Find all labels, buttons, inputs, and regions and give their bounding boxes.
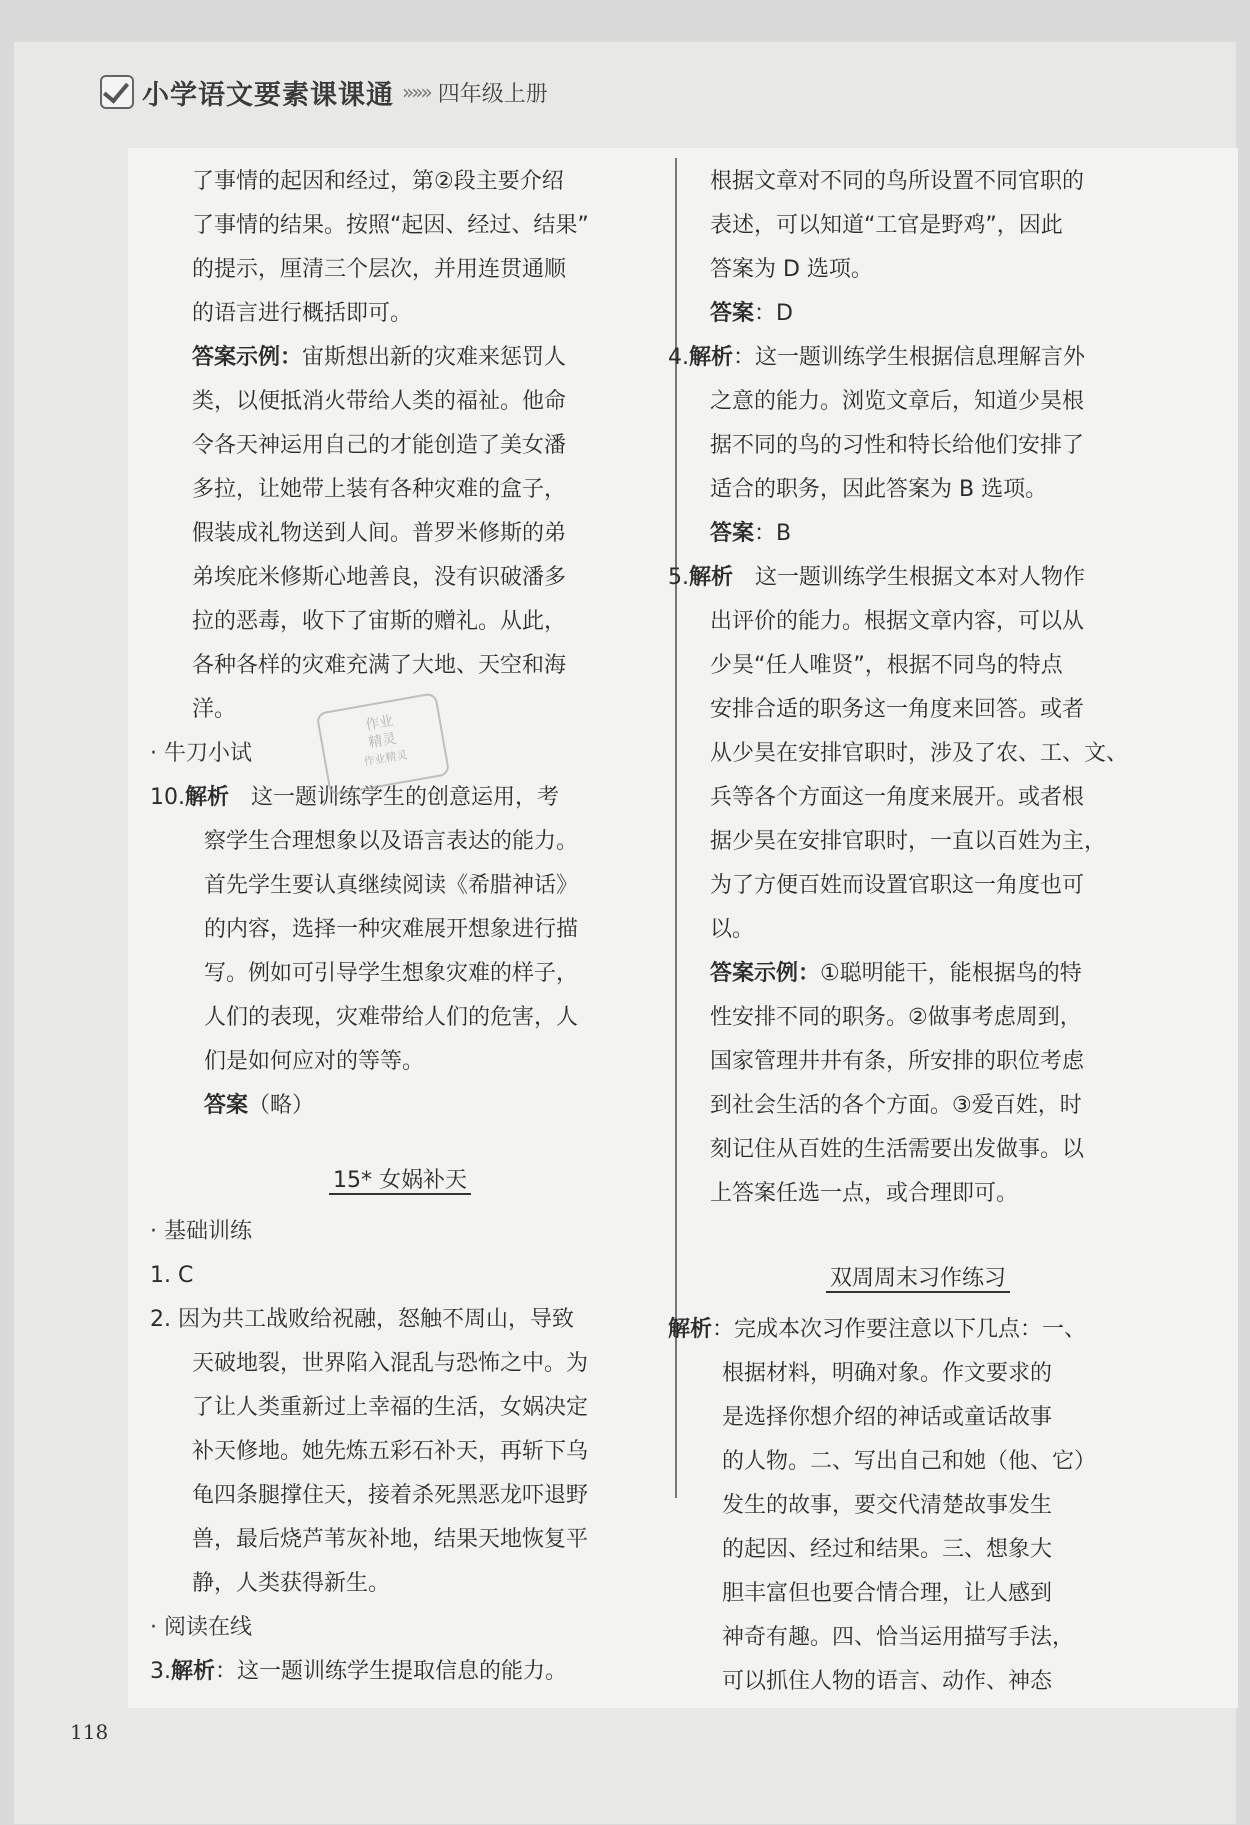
line-text: ：这一题训练学生提取信息的能力。 — [215, 1659, 568, 1684]
line-text: 的起因、经过和结果。三、想象大 — [722, 1537, 1053, 1562]
line-text: 了让人类重新过上幸福的生活，女娲决定 — [192, 1395, 589, 1420]
line-text: · 阅读在线 — [150, 1615, 252, 1640]
text-line — [668, 996, 1168, 1040]
right-column — [668, 160, 1168, 1704]
stamp-watermark: 作业 精灵 作业精灵 — [316, 692, 451, 796]
text-line — [668, 556, 1168, 600]
item-number: 5. — [668, 565, 689, 590]
item-number: 3. — [150, 1659, 171, 1684]
text-line — [668, 1172, 1168, 1216]
answer-label: 答案 — [710, 301, 755, 326]
checkmark-logo-icon — [100, 75, 134, 109]
line-text: 们是如何应对的等等。 — [204, 1049, 425, 1074]
text-line — [150, 864, 650, 908]
line-text: 出评价的能力。根据文章内容，可以从 — [710, 609, 1085, 634]
line-text: 这一题训练学生的创意运用，考 — [229, 785, 560, 810]
line-text: 的内容，选择一种灾难展开想象进行描 — [204, 917, 579, 942]
right-text-block-2 — [668, 1308, 1168, 1704]
text-line — [150, 248, 650, 292]
line-text: 据少昊在安排官职时，一直以百姓为主， — [710, 829, 1107, 854]
line-text: 上答案任选一点，或合理即可。 — [710, 1181, 1019, 1206]
left-column — [150, 160, 650, 1694]
text-line — [668, 248, 1168, 292]
text-line — [668, 1040, 1168, 1084]
text-line — [668, 1352, 1168, 1396]
text-line — [150, 336, 650, 380]
text-line — [668, 820, 1168, 864]
text-line — [668, 732, 1168, 776]
section-title-writing: 双周周末习作练习 — [668, 1250, 1168, 1308]
text-line — [150, 908, 650, 952]
text-line — [150, 380, 650, 424]
answer-label: 解析 — [689, 345, 734, 370]
text-line — [668, 864, 1168, 908]
line-text: 可以抓住人物的语言、动作、神态 — [722, 1669, 1053, 1694]
text-line — [668, 1440, 1168, 1484]
line-text: ：B — [754, 521, 792, 546]
text-line — [668, 688, 1168, 732]
line-text: 假装成礼物送到人间。普罗米修斯的弟 — [192, 521, 567, 546]
text-line — [150, 1254, 650, 1298]
book-title: 小学语文要素课课通 — [142, 79, 394, 111]
text-line — [668, 292, 1168, 336]
answer-label: 答案 — [710, 521, 755, 546]
text-line — [668, 644, 1168, 688]
line-text: 国家管理井井有条，所安排的职位考虑 — [710, 1049, 1085, 1074]
item-number: 10. — [150, 785, 185, 810]
line-text: 补天修地。她先炼五彩石补天，再斩下乌 — [192, 1439, 589, 1464]
chevron-arrows-icon: »»» — [402, 80, 430, 104]
line-text: 根据文章对不同的鸟所设置不同官职的 — [710, 169, 1085, 194]
text-line — [668, 1308, 1168, 1352]
text-line — [150, 1650, 650, 1694]
line-text: 据不同的鸟的习性和特长给他们安排了 — [710, 433, 1085, 458]
line-text: 到社会生活的各个方面。③爱百姓，时 — [710, 1093, 1082, 1118]
line-text: 洋。 — [192, 697, 237, 722]
text-line — [668, 952, 1168, 996]
line-text: 适合的职务，因此答案为 B 选项。 — [710, 477, 1048, 502]
section-title-nuwa: 15* 女娲补天 — [150, 1152, 650, 1210]
line-text: 的人物。二、写出自己和她（他、它） — [722, 1449, 1097, 1474]
answer-label: 答案示例： — [710, 961, 821, 986]
line-text: 龟四条腿撑住天，接着杀死黑恶龙吓退野 — [192, 1483, 589, 1508]
text-line — [150, 556, 650, 600]
text-line — [150, 600, 650, 644]
text-line — [668, 1128, 1168, 1172]
answer-label: 解析 — [689, 565, 734, 590]
line-text: 根据材料，明确对象。作文要求的 — [722, 1361, 1053, 1386]
line-text: ①聪明能干，能根据鸟的特 — [820, 961, 1082, 986]
text-line — [668, 776, 1168, 820]
line-text: 兵等各个方面这一角度来展开。或者根 — [710, 785, 1085, 810]
text-line — [668, 424, 1168, 468]
line-text: 了事情的结果。按照“起因、经过、结果” — [192, 213, 589, 238]
page-number: 118 — [70, 1720, 109, 1744]
line-text: 胆丰富但也要合情合理，让人感到 — [722, 1581, 1053, 1606]
line-text: 神奇有趣。四、恰当运用描写手法， — [722, 1625, 1075, 1650]
text-line — [668, 600, 1168, 644]
line-text: · 牛刀小试 — [150, 741, 252, 766]
line-text: 多拉，让她带上装有各种灾难的盒子， — [192, 477, 567, 502]
answer-label: 解析 — [171, 1659, 216, 1684]
text-line — [150, 160, 650, 204]
line-text: 拉的恶毒，收下了宙斯的赠礼。从此， — [192, 609, 567, 634]
line-text: 少昊“任人唯贤”，根据不同鸟的特点 — [710, 653, 1063, 678]
text-line — [150, 996, 650, 1040]
text-line — [668, 512, 1168, 556]
line-text: 答案为 D 选项。 — [710, 257, 873, 282]
text-line — [150, 1606, 650, 1650]
line-text: 类，以便抵消火带给人类的福祉。他命 — [192, 389, 567, 414]
answer-label: 答案 — [204, 1093, 249, 1118]
line-text: 以。 — [710, 917, 755, 942]
line-text: 为了方便百姓而设置官职这一角度也可 — [710, 873, 1085, 898]
line-text: 从少昊在安排官职时，涉及了农、工、文、 — [710, 741, 1129, 766]
text-line — [668, 336, 1168, 380]
text-line — [150, 1298, 650, 1342]
text-line — [668, 1484, 1168, 1528]
line-text: 之意的能力。浏览文章后，知道少昊根 — [710, 389, 1085, 414]
line-text: 的语言进行概括即可。 — [192, 301, 413, 326]
text-line — [668, 1396, 1168, 1440]
text-line — [150, 468, 650, 512]
line-text: 静，人类获得新生。 — [192, 1571, 391, 1596]
line-text: 性安排不同的职务。②做事考虑周到， — [710, 1005, 1082, 1030]
text-line — [150, 1084, 650, 1128]
left-text-block — [150, 160, 650, 1128]
text-line — [150, 1386, 650, 1430]
line-text: ：这一题训练学生根据信息理解言外 — [733, 345, 1086, 370]
answer-label: 答案示例： — [192, 345, 303, 370]
answer-label: 解析 — [668, 1317, 713, 1342]
text-line — [668, 468, 1168, 512]
line-text: 首先学生要认真继续阅读《希腊神话》 — [204, 873, 579, 898]
line-text: · 基础训练 — [150, 1219, 252, 1244]
line-text: 发生的故事，要交代清楚故事发生 — [722, 1493, 1053, 1518]
line-text: 各种各样的灾难充满了大地、天空和海 — [192, 653, 567, 678]
line-text: 刻记住从百姓的生活需要出发做事。以 — [710, 1137, 1085, 1162]
item-number: 4. — [668, 345, 689, 370]
text-line — [668, 1660, 1168, 1704]
line-text: 察学生合理想象以及语言表达的能力。 — [204, 829, 579, 854]
text-line — [668, 380, 1168, 424]
left-text-block-2 — [150, 1210, 650, 1694]
text-line — [668, 1084, 1168, 1128]
line-text: 宙斯想出新的灾难来惩罚人 — [302, 345, 567, 370]
text-line — [150, 1474, 650, 1518]
line-text: 表述，可以知道“工官是野鸡”，因此 — [710, 213, 1063, 238]
text-line — [150, 1342, 650, 1386]
line-text: 1. C — [150, 1263, 194, 1288]
line-text: 兽，最后烧芦苇灰补地，结果天地恢复平 — [192, 1527, 589, 1552]
text-line — [150, 424, 650, 468]
text-line — [668, 1572, 1168, 1616]
text-line — [668, 908, 1168, 952]
right-text-block — [668, 160, 1168, 1216]
text-line — [150, 204, 650, 248]
text-line — [150, 1430, 650, 1474]
text-line — [150, 1040, 650, 1084]
grade-label: 四年级上册 — [437, 81, 548, 107]
line-text: 人们的表现，灾难带给人们的危害，人 — [204, 1005, 579, 1030]
answer-label: 解析 — [185, 785, 230, 810]
line-text: ：完成本次习作要注意以下几点：一、 — [712, 1317, 1087, 1342]
text-line — [150, 1518, 650, 1562]
line-text: 天破地裂，世界陷入混乱与恐怖之中。为 — [192, 1351, 589, 1376]
text-line — [150, 820, 650, 864]
line-text: 安排合适的职务这一角度来回答。或者 — [710, 697, 1085, 722]
line-text: 的提示，厘清三个层次，并用连贯通顺 — [192, 257, 567, 282]
text-line — [668, 204, 1168, 248]
line-text: 这一题训练学生根据文本对人物作 — [733, 565, 1086, 590]
text-line — [150, 292, 650, 336]
line-text: 是选择你想介绍的神话或童话故事 — [722, 1405, 1053, 1430]
line-text: 令各天神运用自己的才能创造了美女潘 — [192, 433, 567, 458]
line-text: （略） — [248, 1093, 315, 1118]
line-text: 弟埃庇米修斯心地善良，没有识破潘多 — [192, 565, 567, 590]
text-line — [150, 1562, 650, 1606]
text-line — [668, 1616, 1168, 1660]
text-line — [150, 644, 650, 688]
text-line — [668, 1528, 1168, 1572]
page-header — [100, 72, 548, 112]
line-text: 了事情的起因和经过，第②段主要介绍 — [192, 169, 564, 194]
text-line — [150, 512, 650, 556]
line-text: 写。例如可引导学生想象灾难的样子， — [204, 961, 579, 986]
line-text: ：D — [754, 301, 793, 326]
text-line — [150, 952, 650, 996]
line-text: 2. 因为共工战败给祝融，怒触不周山，导致 — [150, 1307, 574, 1332]
text-line — [668, 160, 1168, 204]
text-line — [150, 1210, 650, 1254]
